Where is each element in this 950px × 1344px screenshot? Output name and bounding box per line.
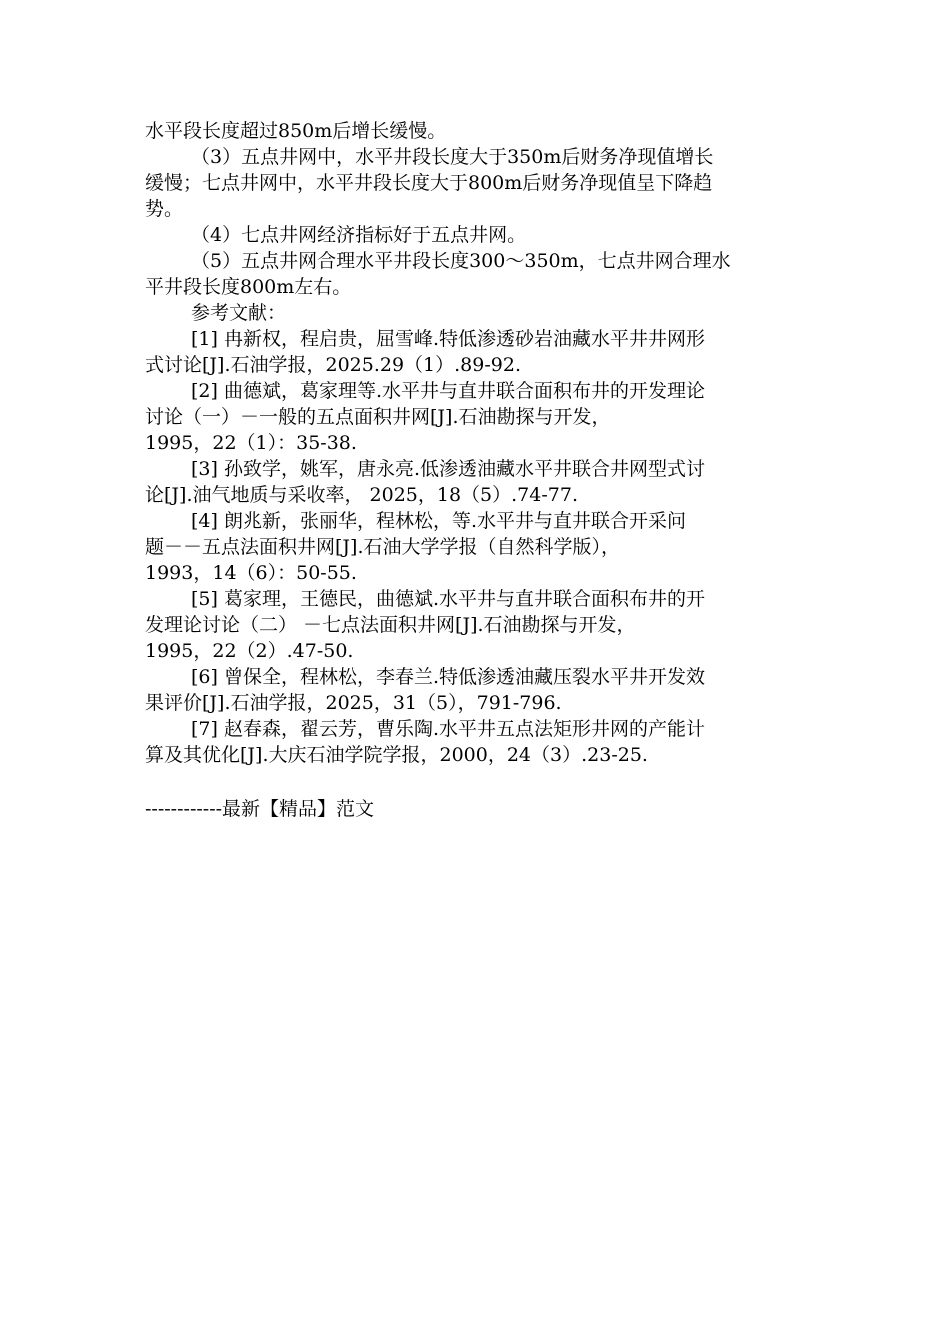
- reference-line: 讨论（一）－一般的五点面积井网[J].石油勘探与开发，: [145, 406, 611, 428]
- reference-line: 式讨论[J].石油学报，2025.29（1）.89-92.: [145, 354, 521, 376]
- reference-line: [2] 曲德斌，葛家理等.水平井与直井联合面积布井的开发理论: [191, 380, 705, 402]
- reference-line: 1995，22（1）：35-38.: [145, 432, 357, 454]
- reference-line: [1] 冉新权，程启贵，屈雪峰.特低渗透砂岩油藏水平井井网形: [191, 328, 705, 350]
- reference-line: [7] 赵春森，翟云芳，曹乐陶.水平井五点法矩形井网的产能计: [191, 718, 705, 740]
- reference-line: 发理论讨论（二） －七点法面积井网[J].石油勘探与开发，: [145, 614, 636, 636]
- reference-line: [4] 朗兆新，张丽华，程林松，等.水平井与直井联合开采问: [191, 510, 686, 532]
- reference-line: 论[J].油气地质与采收率， 2025，18（5）.74-77.: [145, 484, 578, 506]
- text-line: （4）七点井网经济指标好于五点井网。: [191, 224, 527, 246]
- text-line: （5）五点井网合理水平井段长度300～350m，七点井网合理水: [191, 250, 731, 272]
- reference-line: 1993，14（6）：50-55.: [145, 562, 357, 584]
- reference-line: 果评价[J].石油学报，2025，31（5），791-796.: [145, 692, 562, 714]
- text-line: （3）五点井网中，水平井段长度大于350m后财务净现值增长: [191, 146, 714, 168]
- reference-line: 题－－五点法面积井网[J].石油大学学报（自然科学版），: [145, 536, 620, 558]
- text-line: 平井段长度800m左右。: [145, 276, 352, 298]
- reference-line: [6] 曾保全，程林松，李春兰.特低渗透油藏压裂水平井开发效: [191, 666, 705, 688]
- reference-line: [5] 葛家理，王德民，曲德斌.水平井与直井联合面积布井的开: [191, 588, 705, 610]
- text-line: 势。: [145, 198, 184, 220]
- reference-line: 1995，22（2）.47-50.: [145, 640, 354, 662]
- references-heading: 参考文献：: [191, 302, 287, 324]
- reference-line: [3] 孙致学，姚军，唐永亮.低渗透油藏水平井联合井网型式讨: [191, 458, 705, 480]
- text-line: 水平段长度超过850m后增长缓慢。: [145, 120, 447, 142]
- reference-line: 算及其优化[J].大庆石油学院学报，2000，24（3）.23-25.: [145, 744, 648, 766]
- footer-text: ------------最新【精品】范文: [145, 798, 375, 820]
- document-body: [145, 118, 810, 768]
- text-line: 缓慢；七点井网中，水平井段长度大于800m后财务净现值呈下降趋: [145, 172, 713, 194]
